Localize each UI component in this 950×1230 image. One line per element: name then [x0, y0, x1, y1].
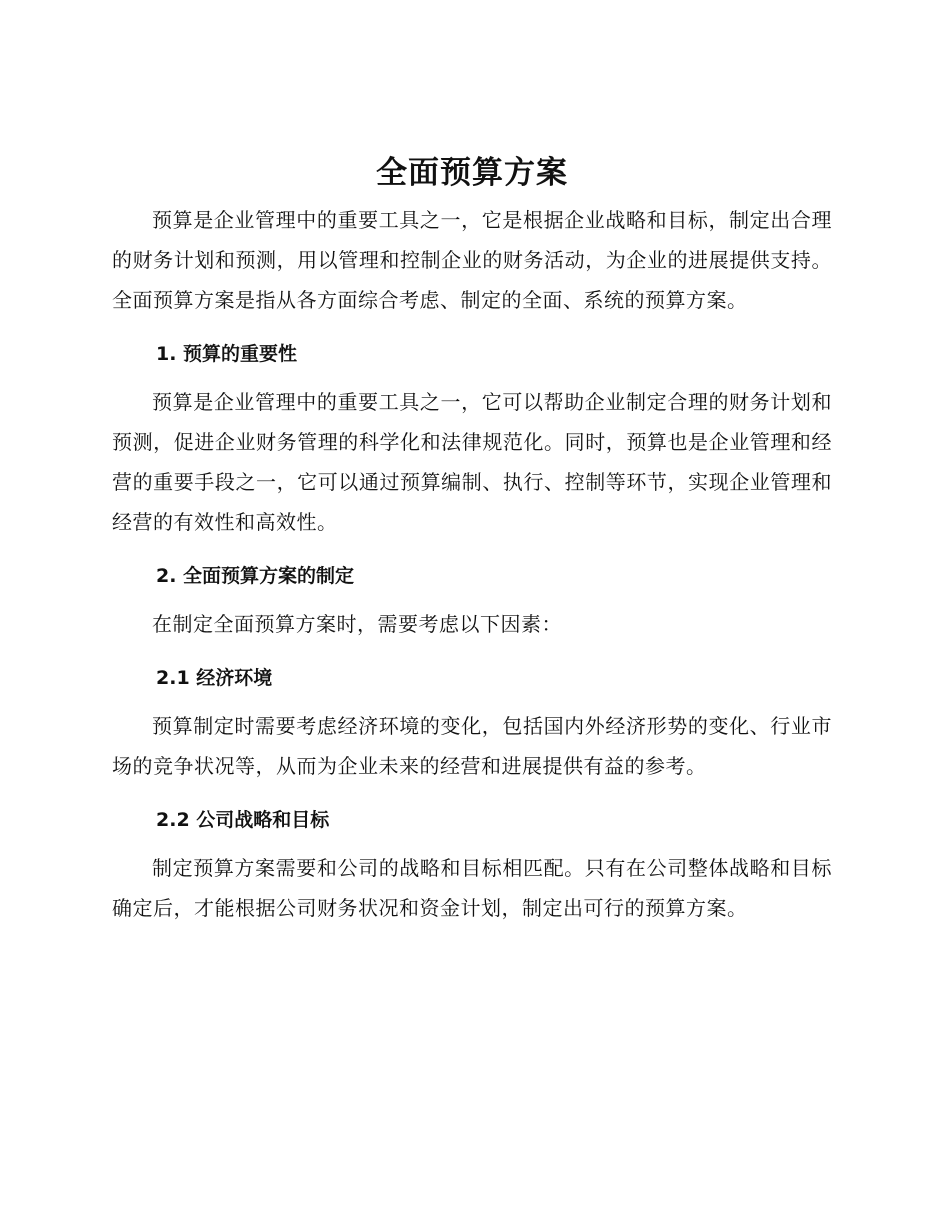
document-title: 全面预算方案	[376, 155, 568, 191]
section-heading-2: 2. 全面预算方案的制定	[156, 565, 355, 587]
section-body-2: 在制定全面预算方案时，需要考虑以下因素：	[152, 612, 562, 636]
section-heading-1: 1. 预算的重要性	[156, 343, 298, 365]
section-body-2-2: 制定预算方案需要和公司的战略和目标相匹配。只有在公司整体战略和目标确定后，才能根据公司财务状况和资金计划，制定出可行的预算方案。	[112, 856, 832, 920]
section-heading-2-1: 2.1 经济环境	[156, 667, 273, 689]
section-body-2-1: 预算制定时需要考虑经济环境的变化，包括国内外经济形势的变化、行业市场的竞争状况等，从而为企业未来的经营和进展提供有益的参考。	[112, 714, 832, 778]
section-body-1: 预算是企业管理中的重要工具之一，它可以帮助企业制定合理的财务计划和预测，促进企业财务管理的科学化和法律规范化。同时，预算也是企业管理和经营的重要手段之一，它可以通过预算编制、执行、控制等环节，实现企业管理和经营的有效性和高效性。	[112, 390, 832, 534]
intro-paragraph: 预算是企业管理中的重要工具之一，它是根据企业战略和目标，制定出合理的财务计划和预测，用以管理和控制企业的财务活动，为企业的进展提供支持。全面预算方案是指从各方面综合考虑、制定的全面、系统的预算方案。	[112, 208, 832, 312]
section-heading-2-2: 2.2 公司战略和目标	[156, 809, 330, 831]
document-page	[112, 150, 832, 928]
